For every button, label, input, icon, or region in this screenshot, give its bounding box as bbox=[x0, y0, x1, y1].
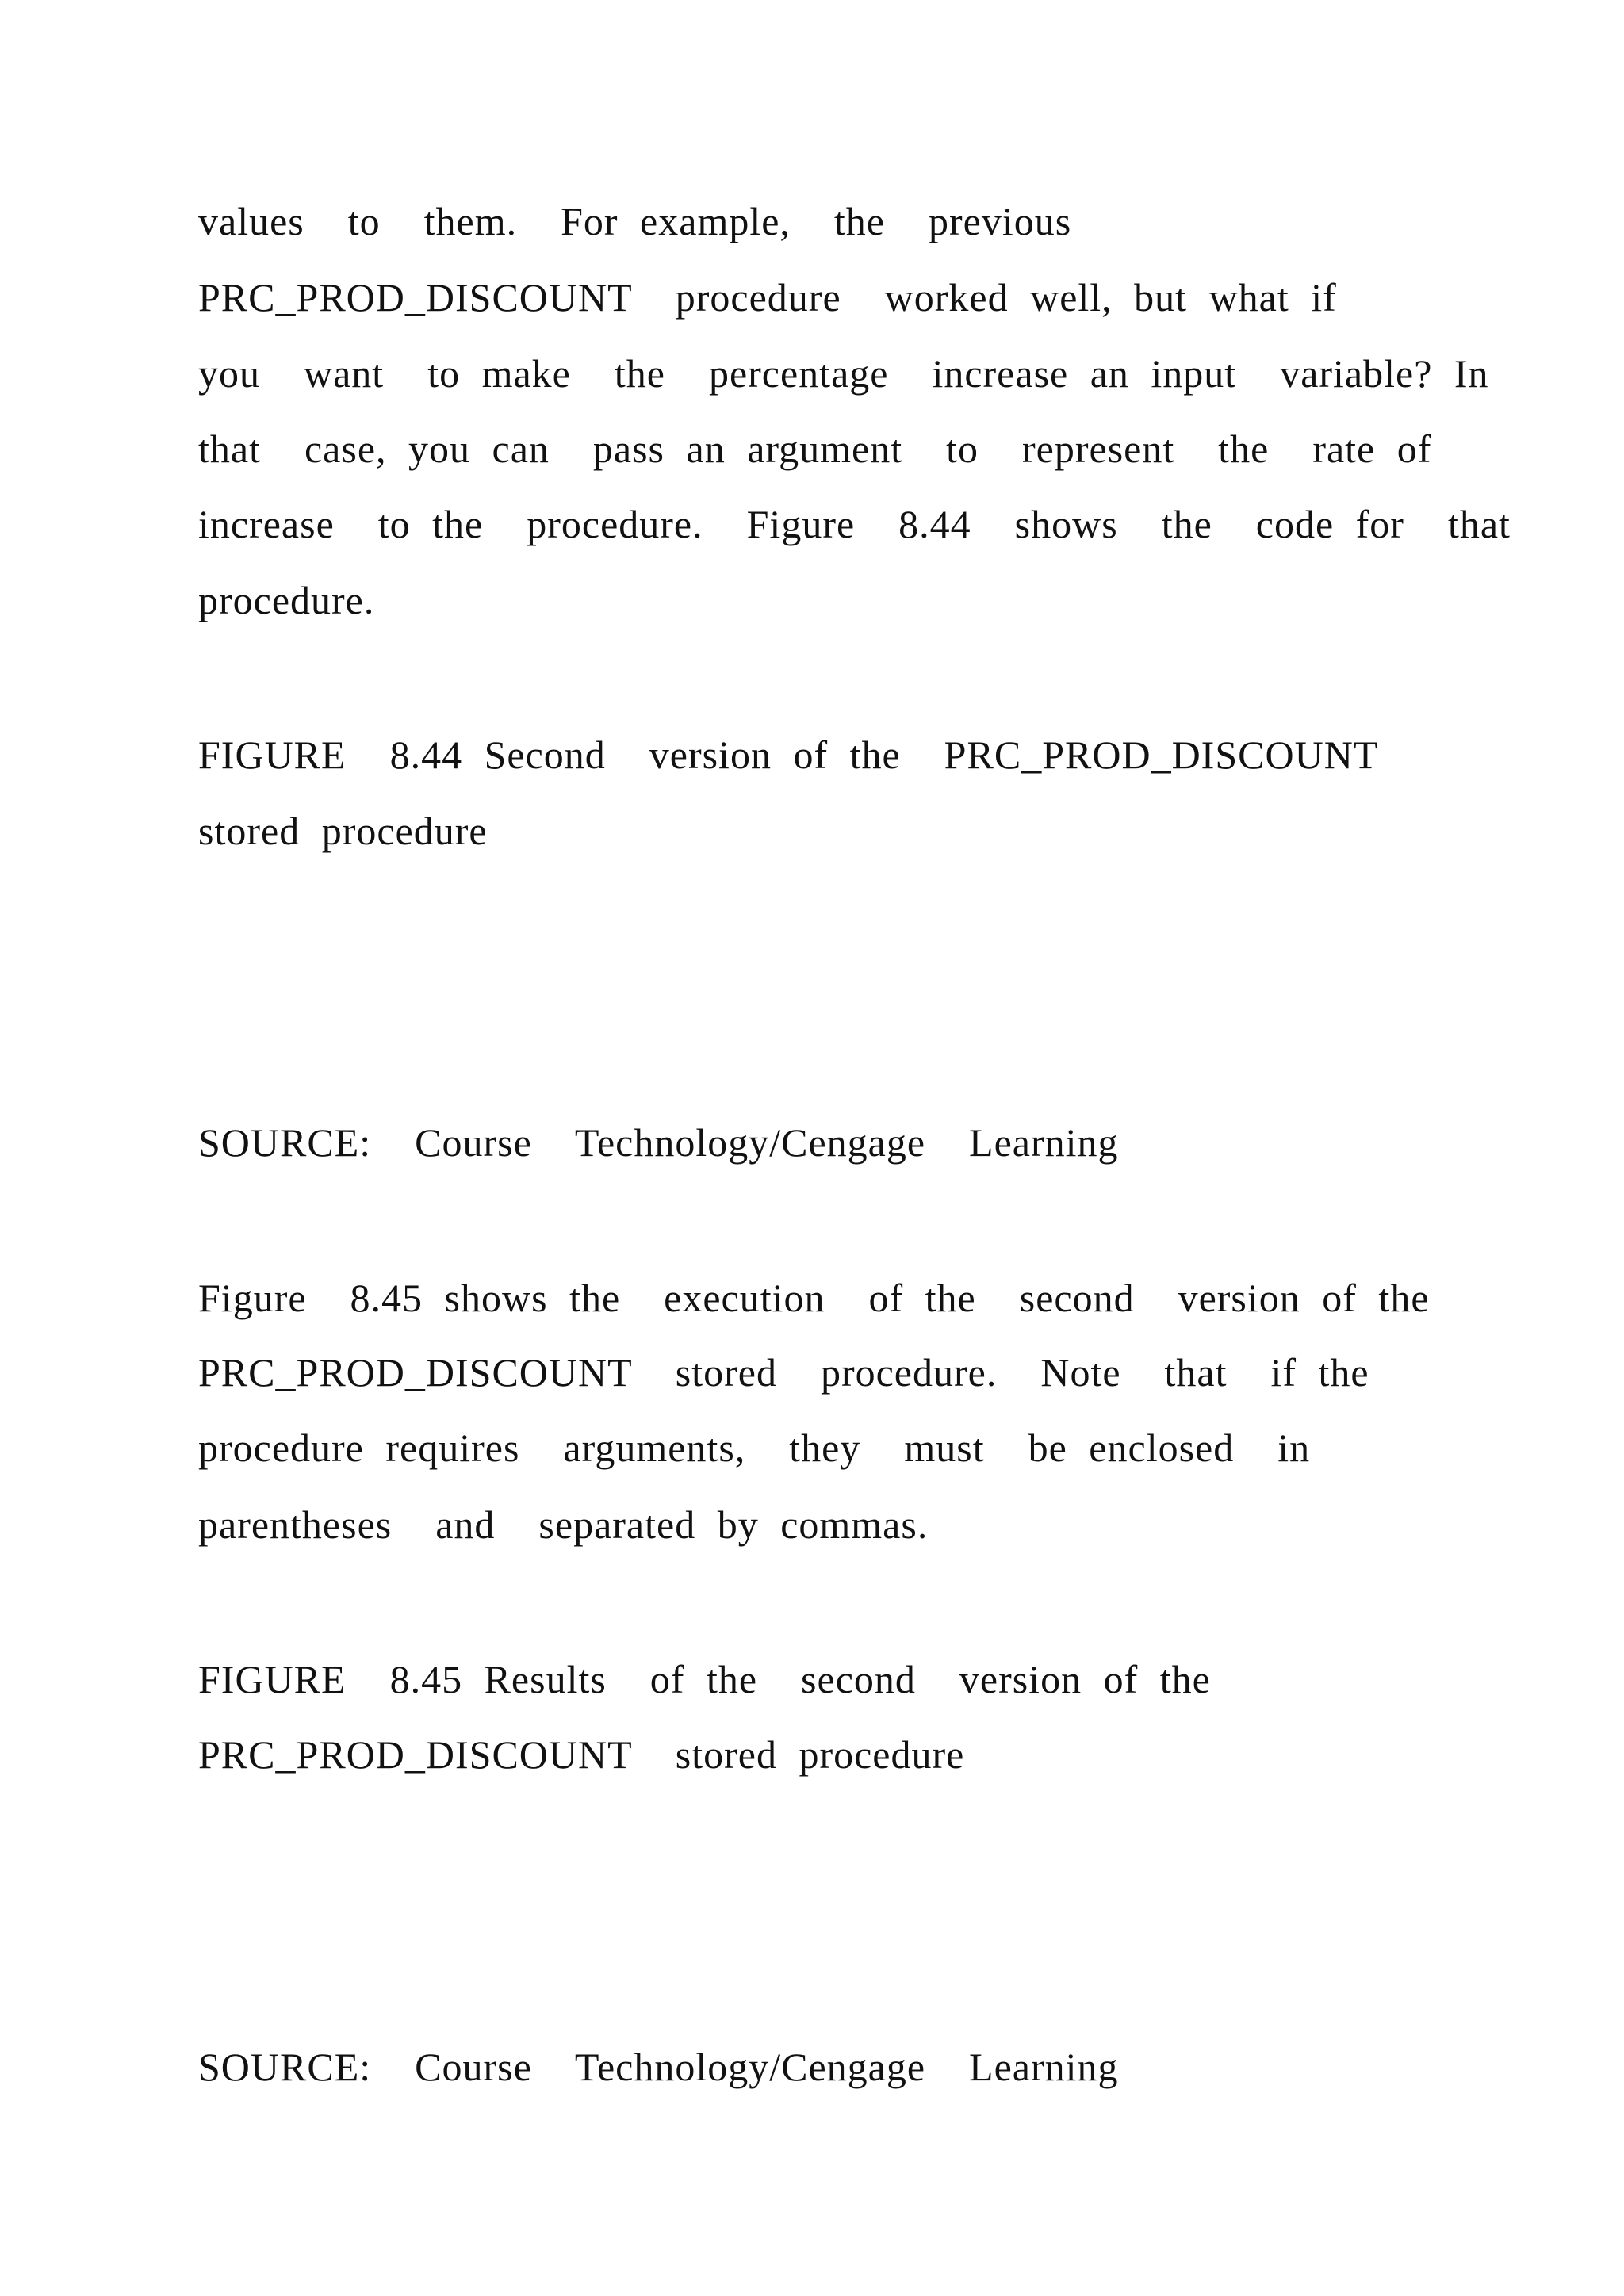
source-credit: SOURCE: Course Technology/Cengage Learning bbox=[198, 1120, 1119, 1165]
paragraph-line: increase to the procedure. Figure 8.44 shows the code for that bbox=[198, 502, 1511, 546]
paragraph-line: procedure. bbox=[198, 578, 375, 622]
source-credit: SOURCE: Course Technology/Cengage Learning bbox=[198, 2045, 1119, 2089]
paragraph-line: PRC_PROD_DISCOUNT stored procedure. Note that if the bbox=[198, 1350, 1369, 1395]
paragraph-line: procedure requires arguments, they must be enclosed in bbox=[198, 1425, 1311, 1470]
paragraph-line: parentheses and separated by commas. bbox=[198, 1502, 929, 1547]
paragraph-line: that case, you can pass an argument to represent the rate of bbox=[198, 427, 1432, 471]
figure-caption-line: FIGURE 8.44 Second version of the PRC_PROD_DISCOUNT bbox=[198, 733, 1379, 777]
figure-caption-line: FIGURE 8.45 Results of the second version of the bbox=[198, 1657, 1211, 1701]
figure-caption-line: PRC_PROD_DISCOUNT stored procedure bbox=[198, 1732, 965, 1777]
paragraph-line: Figure 8.45 shows the execution of the second version of the bbox=[198, 1276, 1430, 1320]
paragraph-line: PRC_PROD_DISCOUNT procedure worked well, but what if bbox=[198, 275, 1337, 320]
paragraph-line: values to them. For example, the previous bbox=[198, 199, 1072, 243]
paragraph-line: you want to make the percentage increase an input variable? In bbox=[198, 351, 1489, 396]
figure-caption-line: stored procedure bbox=[198, 809, 488, 853]
